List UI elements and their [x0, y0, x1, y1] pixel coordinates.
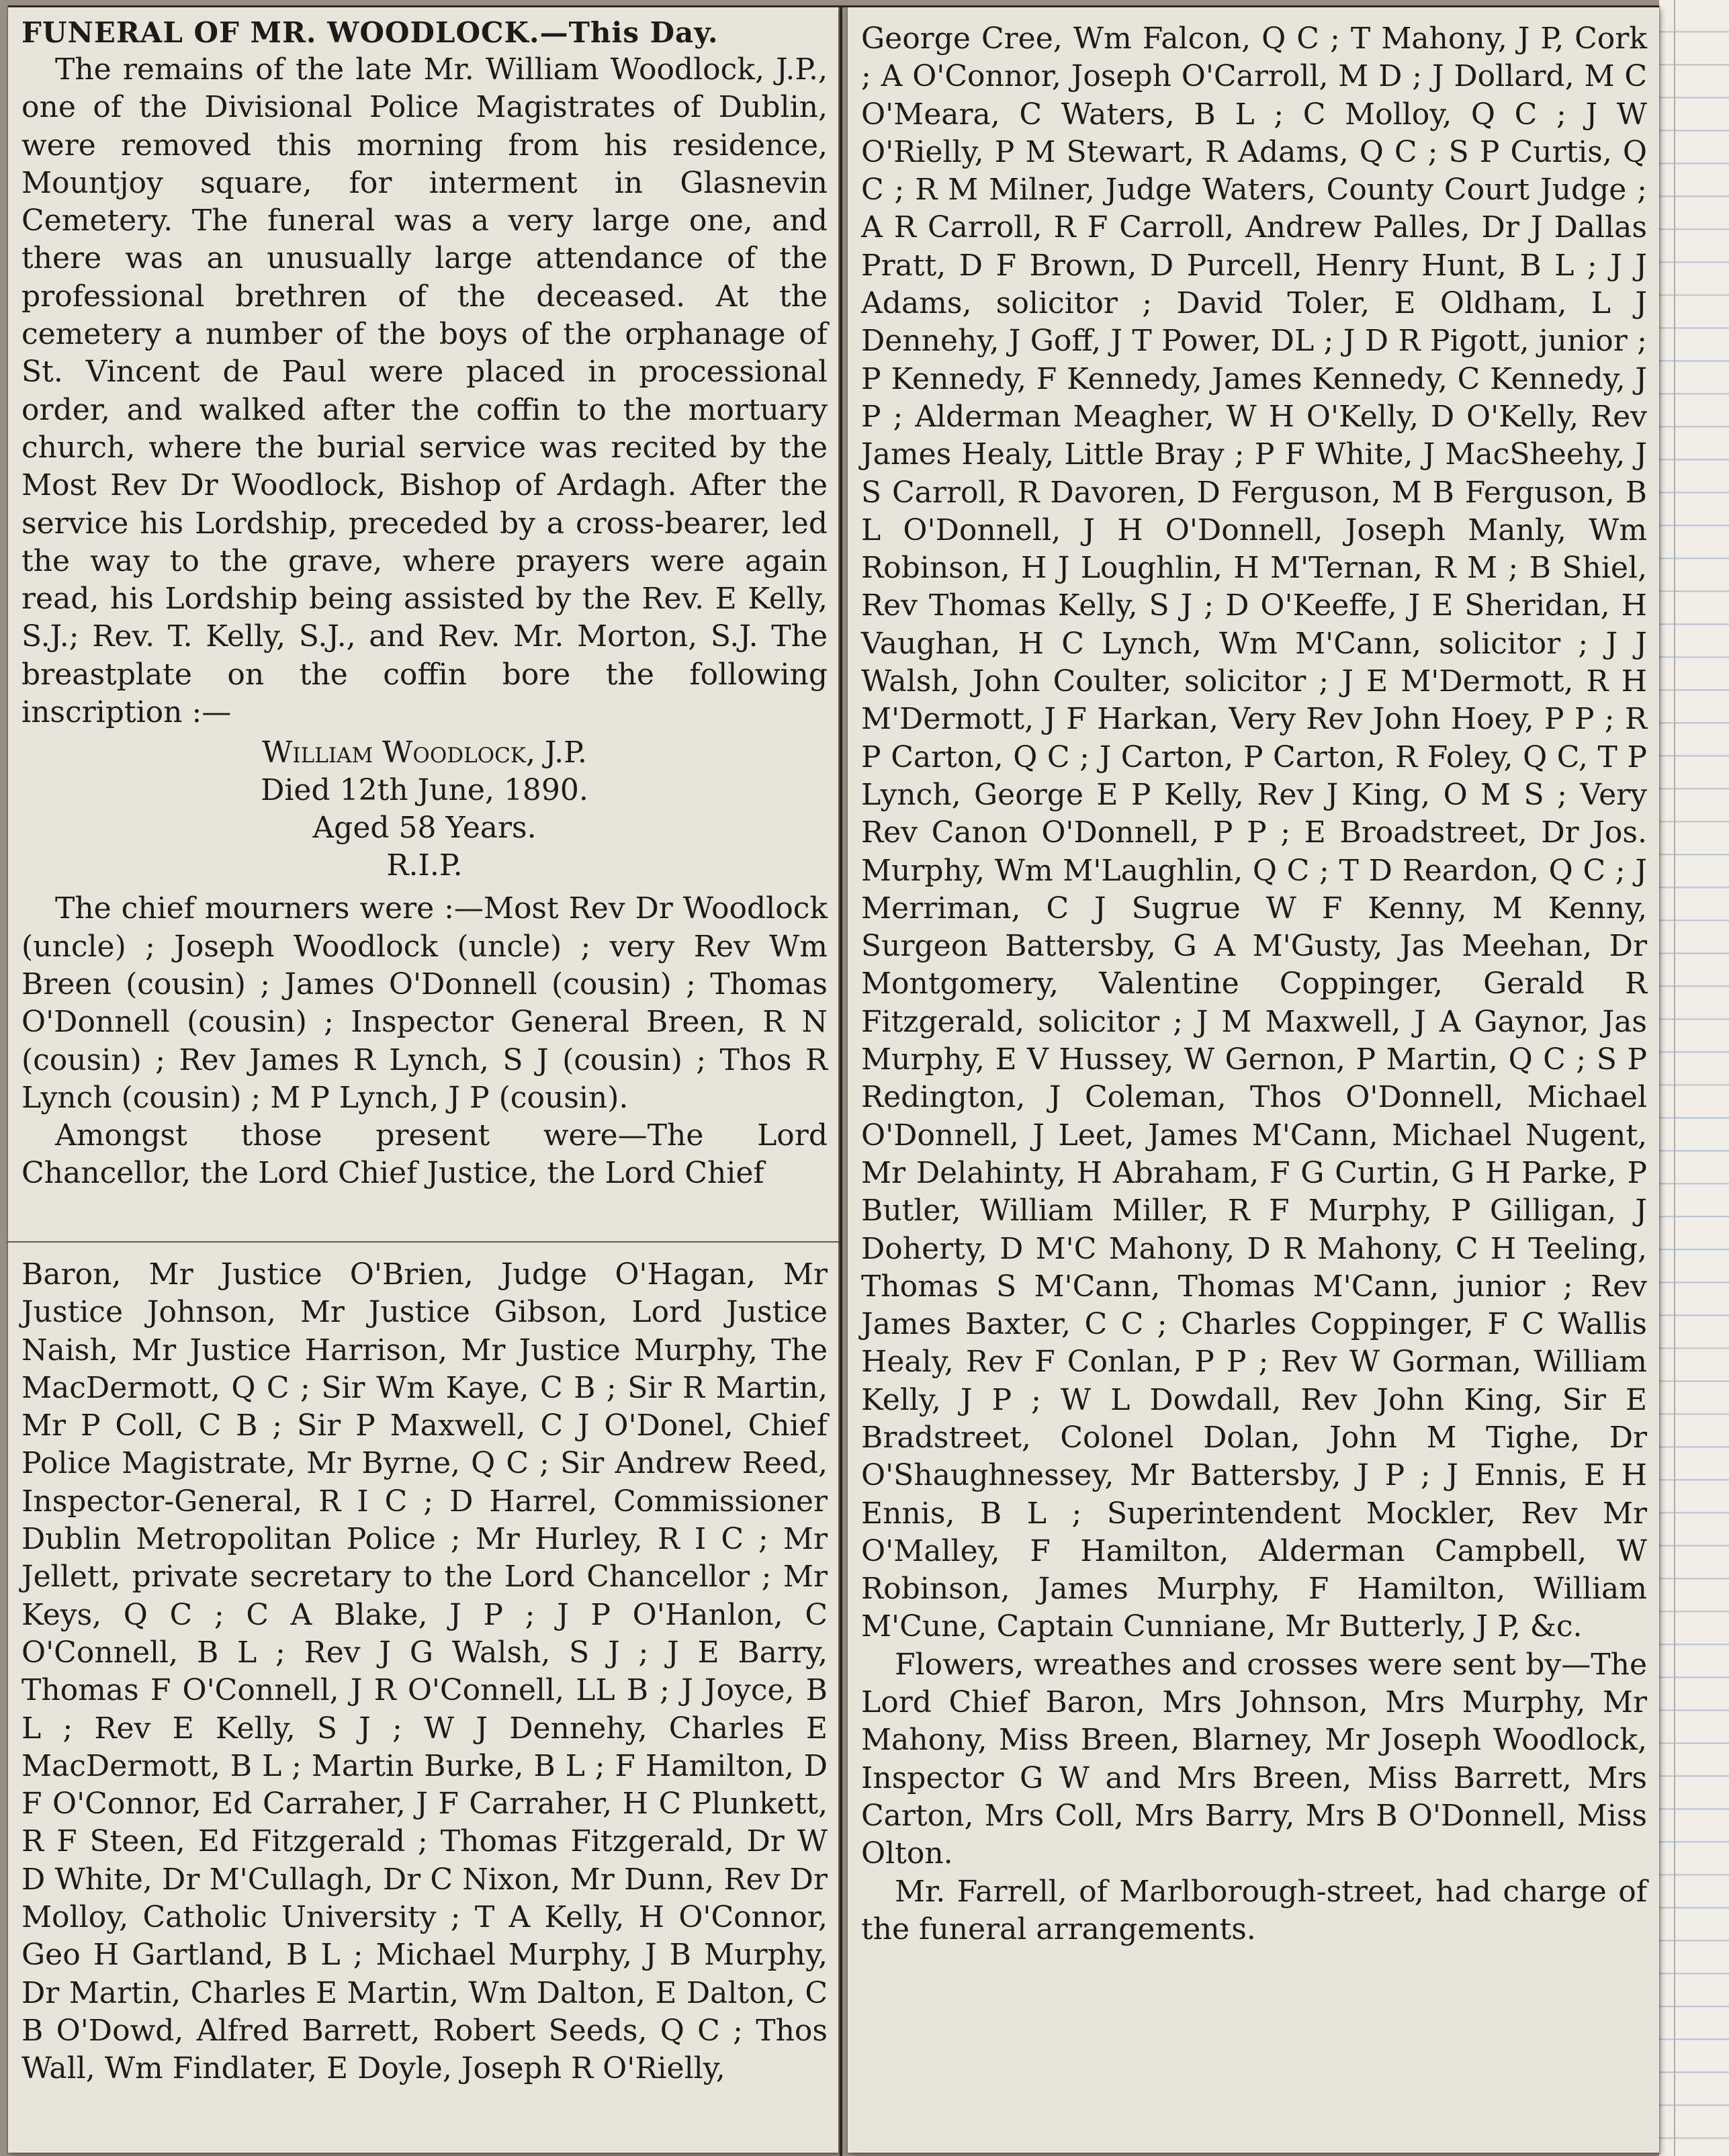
inscription-rip: R.I.P.	[386, 848, 463, 883]
clipping-column-one-bottom	[8, 1243, 838, 2153]
paragraph-removal: The remains of the late Mr. William Woodlock, J.P., one of the Divisional Police Magistrates of Dublin, were removed this morning from his residence, Mountjoy square, for interment in Glasnevin Cemetery. The funeral was a very large one, and there was an unusually large attendance of the professional brethren of the deceased. At the cemetery a number of the boys of the orphanage of St. Vincent de Paul were placed in processional order, and walked after the coffin to the mortuary church, where the burial service was recited by the Most Rev Dr Woodlock, Bishop of Ardagh. After the service his Lordship, preceded by a cross-bearer, led the way to the grave, where prayers were again read, his Lordship being assisted by the Rev. E Kelly, S.J.; Rev. T. Kelly, S.J., and Rev. Mr. Morton, S.J. The breastplate on the coffin bore the following inscription :—	[21, 52, 828, 730]
paragraph-those-present-start: Amongst those present were—The Lord Chancellor, the Lord Chief Justice, the Lord Chief	[21, 1118, 828, 1191]
column-one-bottom-text	[21, 1256, 828, 2088]
paragraph-arrangements: Mr. Farrell, of Marlborough-street, had charge of the funeral arrangements.	[861, 1874, 1647, 1946]
column-two-text	[861, 20, 1647, 1948]
paragraph-flowers: Flowers, wreathes and crosses were sent by—The Lord Chief Baron, Mrs Johnson, Mrs Murphy, Mr Mahony, Miss Breen, Blarney, Mr Joseph Woodlock, Inspector G W and Mrs Breen, Miss Barrett, Mrs Carton, Mrs Coll, Mrs Barry, Mrs B O'Donnell, Miss Olton.	[861, 1647, 1647, 1871]
inscription-age: Aged 58 Years.	[312, 811, 537, 846]
paragraph-chief-mourners: The chief mourners were :—Most Rev Dr Woodlock (uncle) ; Joseph Woodlock (uncle) ; very Rev Wm Breen (cousin) ; James O'Donnell (cousin) ; Thomas O'Donnell (cousin) ; Inspector General Breen, R N (cousin) ; Rev James R Lynch, S J (cousin) ; Thos R Lynch (cousin) ; M P Lynch, J P (cousin).	[21, 891, 828, 1115]
paragraph-those-present-column-two: George Cree, Wm Falcon, Q C ; T Mahony, J P, Cork ; A O'Connor, Joseph O'Carroll, M D ; J Dollard, M C O'Meara, C Waters, B L ; C Molloy, Q C ; J W O'Rielly, P M Stewart, R Adams, Q C ; S P Curtis, Q C ; R M Milner, Judge Waters, County Court Judge ; A R Carroll, R F Carroll, Andrew Palles, Dr J Dallas Pratt, D F Brown, D Purcell, Henry Hunt, B L ; J J Adams, solicitor ; David Toler, E Oldham, L J Dennehy, J Goff, J T Power, DL ; J D R Pigott, junior ; P Kennedy, F Kennedy, James Kennedy, C Kennedy, J P ; Alderman Meagher, W H O'Kelly, D O'Kelly, Rev James Healy, Little Bray ; P F White, J MacSheehy, J S Carroll, R Davoren, D Ferguson, M B Ferguson, B L O'Donnell, J H O'Donnell, Joseph Manly, Wm Robinson, H J Loughlin, H M'Ternan, R M ; B Shiel, Rev Thomas Kelly, S J ; D O'Keeffe, J E Sheridan, H Vaughan, H C Lynch, Wm M'Cann, solicitor ; J J Walsh, John Coulter, solicitor ; J E M'Dermott, R H M'Dermott, J F Harkan, Very Rev John Hoey, P P ; R P Carton, Q C ; J Carton, P Carton, R Foley, Q C, T P Lynch, George E P Kelly, Rev J King, O M S ; Very Rev Canon O'Donnell, P P ; E Broadstreet, Dr Jos. Murphy, Wm M'Laughlin, Q C ; T D Reardon, Q C ; J Merriman, C J Sugrue W F Kenny, M Kenny, Surgeon Battersby, G A M'Gusty, Jas Meehan, Dr Montgomery, Valentine Coppinger, Gerald R Fitzgerald, solicitor ; J M Maxwell, J A Gaynor, Jas Murphy, E V Hussey, W Gernon, P Martin, Q C ; S P Redington, J Coleman, Thos O'Donnell, Michael O'Donnell, J Leet, James M'Cann, Michael Nugent, Mr Delahinty, H Abraham, F G Curtin, G H Parke, P Butler, William Miller, R F Murphy, P Gilligan, J Doherty, D M'C Mahony, D R Mahony, C H Teeling, Thomas S M'Cann, Thomas M'Cann, junior ; Rev James Baxter, C C ; Charles Coppinger, F C Wallis Healy, Rev F Conlan, P P ; Rev W Gorman, William Kelly, J P ; W L Dowdall, Rev John King, Sir E Bradstreet, Colonel Dolan, John M Tighe, Dr O'Shaughnessey, Mr Battersby, J P ; J Ennis, E H Ennis, B L ; Superintendent Mockler, Rev Mr O'Malley, F Hamilton, Alderman Campbell, W Robinson, James Murphy, F Hamilton, William M'Cune, Captain Cunniane, Mr Butterly, J P, &c.	[861, 21, 1647, 1644]
clipping-column-two	[848, 7, 1659, 2153]
inscription-died: Died 12th June, 1890.	[261, 773, 588, 808]
column-one-top-text	[21, 15, 828, 1193]
column-divider-rule	[840, 7, 842, 2156]
top-rule	[8, 5, 1659, 7]
clipping-column-one-top	[8, 7, 838, 1243]
article-headline: FUNERAL OF MR. WOODLOCK.—This Day.	[21, 16, 719, 49]
paragraph-those-present-continued: Baron, Mr Justice O'Brien, Judge O'Hagan, Mr Justice Johnson, Mr Justice Gibson, Lord Justice Naish, Mr Justice Harrison, Mr Justice Murphy, The MacDermott, Q C ; Sir Wm Kaye, C B ; Sir R Martin, Mr P Coll, C B ; Sir P Maxwell, C J O'Donel, Chief Police Magistrate, Mr Byrne, Q C ; Sir Andrew Reed, Inspector-General, R I C ; D Harrel, Commissioner Dublin Metropolitan Police ; Mr Hurley, R I C ; Mr Jellett, private secretary to the Lord Chancellor ; Mr Keys, Q C ; C A Blake, J P ; J P O'Hanlon, C O'Connell, B L ; Rev J G Walsh, S J ; J E Barry, Thomas F O'Connell, J R O'Connell, LL B ; J Joyce, B L ; Rev E Kelly, S J ; W J Dennehy, Charles E MacDermott, B L ; Martin Burke, B L ; F Hamilton, D F O'Connor, Ed Carraher, J F Carraher, H C Plunkett, R F Steen, Ed Fitzgerald ; Thomas Fitzgerald, Dr W D White, Dr M'Cullagh, Dr C Nixon, Mr Dunn, Rev Dr Molloy, Catholic University ; T A Kelly, H O'Connor, Geo H Gartland, B L ; Michael Murphy, J B Murphy, Dr Martin, Charles E Martin, Wm Dalton, E Dalton, C B O'Dowd, Alfred Barrett, Robert Seeds, Q C ; Thos Wall, Wm Findlater, E Doyle, Joseph R O'Rielly,	[21, 1257, 828, 2086]
coffin-inscription	[21, 734, 828, 885]
inscription-name	[21, 734, 828, 772]
ledger-page-background	[1659, 0, 1729, 2156]
inscription-name-text: William Woodlock, J.P.	[262, 735, 587, 770]
